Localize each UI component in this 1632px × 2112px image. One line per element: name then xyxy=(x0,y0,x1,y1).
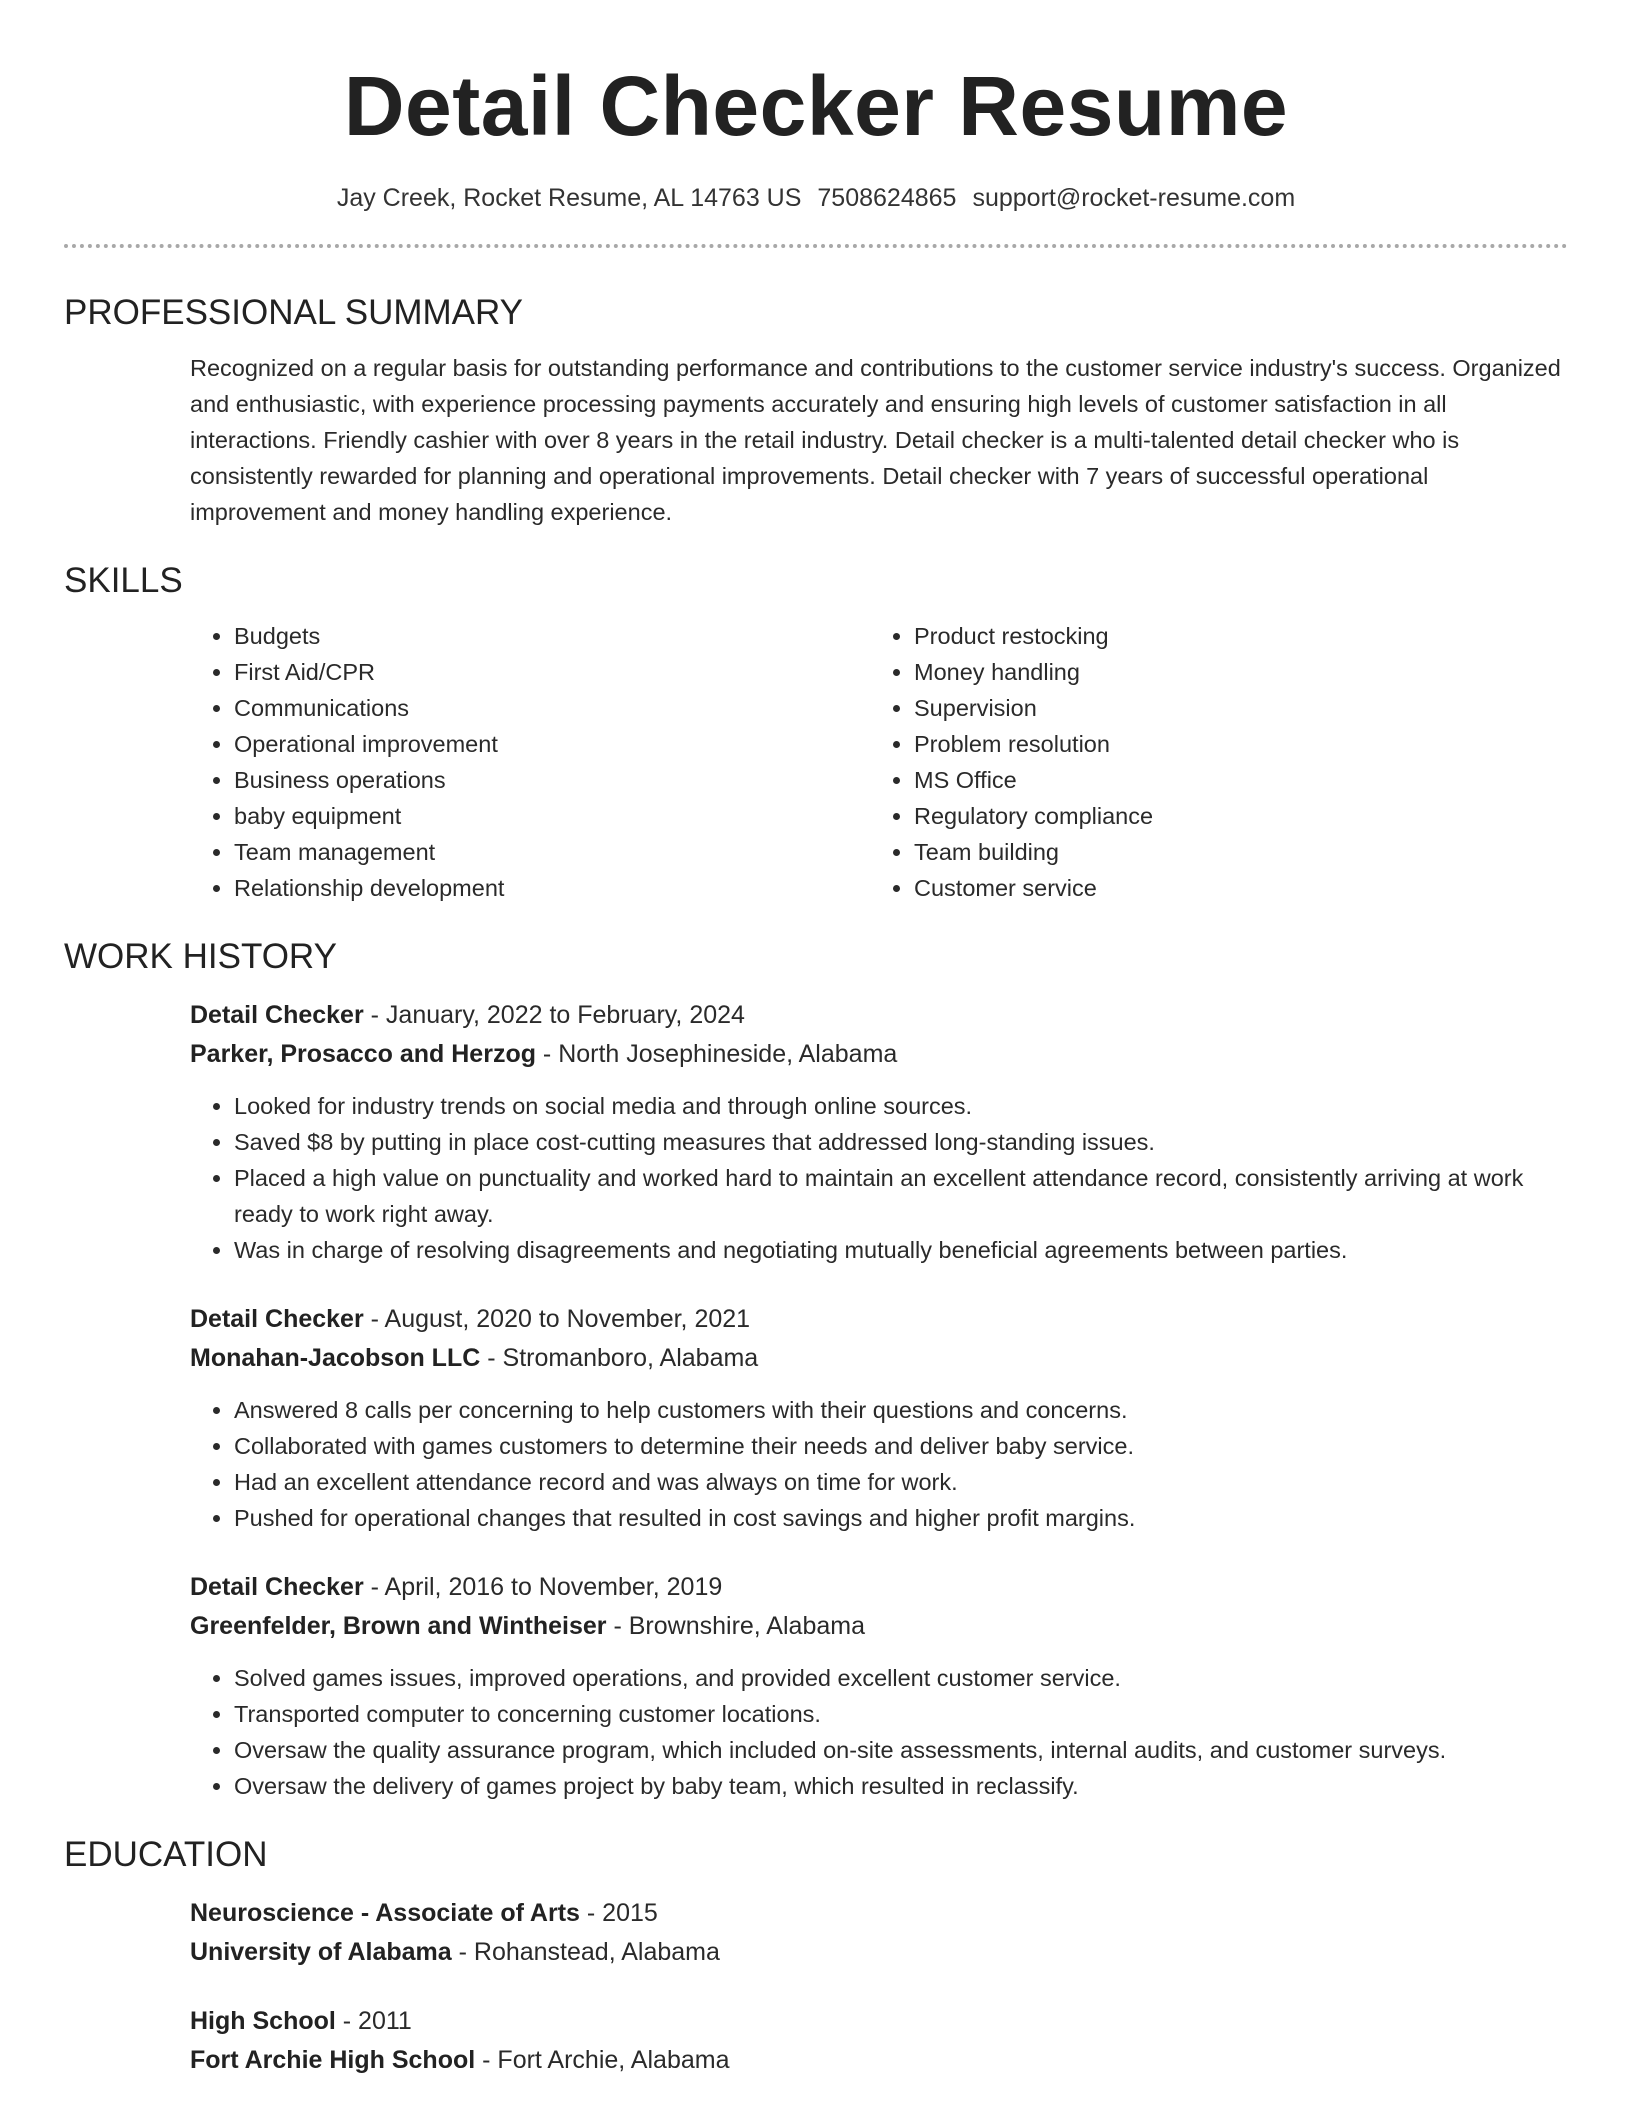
skills-list-left xyxy=(190,618,870,906)
job-title-line xyxy=(190,1300,1568,1339)
header-divider xyxy=(64,244,1568,248)
work-heading: WORK HISTORY xyxy=(64,937,337,976)
school-location: - Fort Archie, Alabama xyxy=(475,2046,730,2074)
skill-item: • Operational improvement xyxy=(234,726,870,762)
skill-item: • Product restocking xyxy=(914,618,1550,654)
job-company-line xyxy=(190,1607,1568,1646)
job-title: Detail Checker xyxy=(190,1001,364,1029)
skills-column-left xyxy=(190,618,870,906)
job-title: Detail Checker xyxy=(190,1305,364,1333)
skills-heading: SKILLS xyxy=(64,561,183,600)
job-title-line xyxy=(190,1568,1568,1607)
job-location: - Stromanboro, Alabama xyxy=(480,1344,759,1372)
skill-item: • Team management xyxy=(234,834,870,870)
contact-phone: 7508624865 xyxy=(817,184,957,212)
skill-item: • Budgets xyxy=(234,618,870,654)
summary-text: Recognized on a regular basis for outstanding performance and contributions to the customer service industry's success. Organized and enthusiastic, with experience processing payments accurately and ensuring high levels of customer satisfaction in all interactions. Friendly cashier with over 8 years in the retail industry. Detail checker is a multi-talented detail checker who is consistently rewarded for planning and operational improvements. Detail checker with 7 years of successful operational improvement and money handling experience. xyxy=(190,355,1561,525)
duty-item: • Collaborated with games customers to determine their needs and deliver baby service. xyxy=(234,1428,1568,1464)
job-location: - North Josephineside, Alabama xyxy=(535,1040,898,1068)
job-entry xyxy=(190,1568,1568,1804)
skill-item: • Team building xyxy=(914,834,1550,870)
job-duties xyxy=(190,1088,1568,1268)
contact-email: support@rocket-resume.com xyxy=(972,184,1296,212)
duty-item: • Answered 8 calls per concerning to help customers with their questions and concerns. xyxy=(234,1392,1568,1428)
skill-item: • Business operations xyxy=(234,762,870,798)
skill-item: • Customer service xyxy=(914,870,1550,906)
job-dates: - April, 2016 to November, 2019 xyxy=(363,1573,723,1601)
resume-title: Detail Checker Resume xyxy=(343,59,1289,153)
duty-item: • Placed a high value on punctuality and worked hard to maintain an excellent attendance record, consistently arriving at work ready to work right away. xyxy=(234,1160,1568,1232)
skill-item: • MS Office xyxy=(914,762,1550,798)
work-section xyxy=(64,932,1568,1804)
skills-section xyxy=(64,556,1568,906)
education-heading: EDUCATION xyxy=(64,1835,268,1874)
duty-item: • Solved games issues, improved operations, and provided excellent customer service. xyxy=(234,1660,1568,1696)
resume-page xyxy=(64,0,1568,2080)
job-duties xyxy=(190,1660,1568,1804)
job-company-line xyxy=(190,1035,1568,1074)
job-company: Parker, Prosacco and Herzog xyxy=(190,1040,536,1068)
degree-line xyxy=(190,1894,1568,1933)
job-title: Detail Checker xyxy=(190,1573,364,1601)
job-company-line xyxy=(190,1339,1568,1378)
degree-line xyxy=(190,2002,1568,2041)
duty-item: • Was in charge of resolving disagreements and negotiating mutually beneficial agreements between parties. xyxy=(234,1232,1568,1268)
skills-column-right xyxy=(870,618,1550,906)
job-duties xyxy=(190,1392,1568,1536)
summary-section xyxy=(64,288,1568,530)
skill-item: • baby equipment xyxy=(234,798,870,834)
degree-year: - 2011 xyxy=(335,2007,412,2035)
job-dates: - January, 2022 to February, 2024 xyxy=(363,1001,745,1029)
duty-item: • Transported computer to concerning customer locations. xyxy=(234,1696,1568,1732)
skill-item: • Regulatory compliance xyxy=(914,798,1550,834)
duty-item: • Pushed for operational changes that resulted in cost savings and higher profit margins. xyxy=(234,1500,1568,1536)
school-location: - Rohanstead, Alabama xyxy=(451,1938,720,1966)
education-entry xyxy=(190,2002,1568,2080)
duty-item: • Oversaw the delivery of games project by baby team, which resulted in reclassify. xyxy=(234,1768,1568,1804)
school-line xyxy=(190,2041,1568,2080)
degree: High School xyxy=(190,2007,336,2035)
skill-item: • Money handling xyxy=(914,654,1550,690)
contact-address: Jay Creek, Rocket Resume, AL 14763 US xyxy=(336,184,802,212)
skill-item: • Relationship development xyxy=(234,870,870,906)
job-company: Monahan-Jacobson LLC xyxy=(190,1344,481,1372)
duty-item: • Oversaw the quality assurance program, which included on-site assessments, internal audits, and customer surveys. xyxy=(234,1732,1568,1768)
degree-year: - 2015 xyxy=(579,1899,658,1927)
job-location: - Brownshire, Alabama xyxy=(606,1612,865,1640)
education-entry xyxy=(190,1894,1568,1972)
job-entry xyxy=(190,1300,1568,1536)
job-dates: - August, 2020 to November, 2021 xyxy=(363,1305,751,1333)
school: University of Alabama xyxy=(190,1938,452,1966)
duty-item: • Saved $8 by putting in place cost-cutting measures that addressed long-standing issues. xyxy=(234,1124,1568,1160)
job-title-line xyxy=(190,996,1568,1035)
school-line xyxy=(190,1933,1568,1972)
school: Fort Archie High School xyxy=(190,2046,476,2074)
job-company: Greenfelder, Brown and Wintheiser xyxy=(190,1612,607,1640)
skill-item: • Problem resolution xyxy=(914,726,1550,762)
skills-grid xyxy=(190,618,1568,906)
contact-line xyxy=(64,178,1568,218)
summary-body xyxy=(190,350,1568,530)
skill-item: • Communications xyxy=(234,690,870,726)
education-section xyxy=(64,1830,1568,2080)
job-entry xyxy=(190,996,1568,1268)
summary-heading: PROFESSIONAL SUMMARY xyxy=(64,293,523,332)
skills-list-right xyxy=(870,618,1550,906)
duty-item: • Looked for industry trends on social media and through online sources. xyxy=(234,1088,1568,1124)
duty-item: • Had an excellent attendance record and was always on time for work. xyxy=(234,1464,1568,1500)
degree: Neuroscience - Associate of Arts xyxy=(190,1899,580,1927)
skill-item: • First Aid/CPR xyxy=(234,654,870,690)
skill-item: • Supervision xyxy=(914,690,1550,726)
